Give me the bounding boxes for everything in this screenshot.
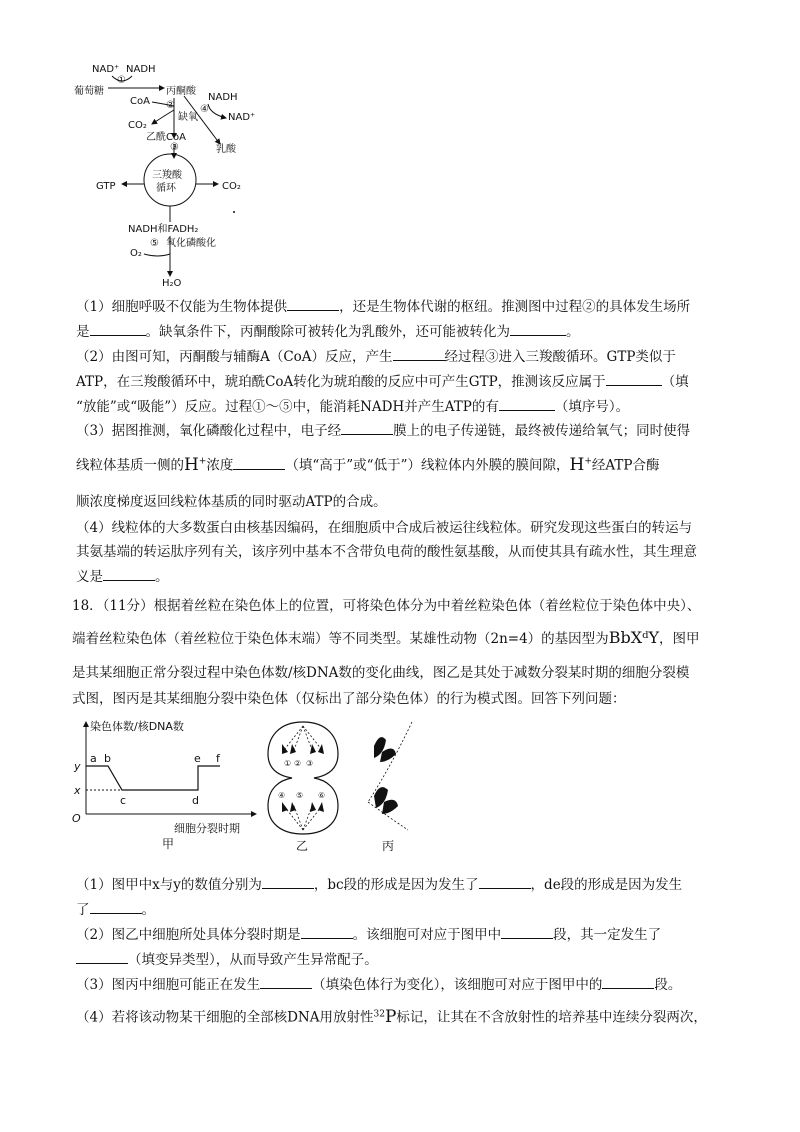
q17-p3-text-1: （3）据图推测，氧化磷酸化过程中，电子经 [76, 423, 342, 439]
caption-yi: 乙 [296, 839, 309, 852]
x-axis-label: 细胞分裂时期 [174, 822, 240, 835]
caption-bing: 丙 [382, 839, 395, 852]
y-axis-label: 染色体数/核DNA数 [90, 720, 184, 733]
step-2: ② [166, 100, 175, 111]
q18-q2-text-2: 。该细胞可对应于图甲中 [352, 927, 502, 943]
cell-num-4: ④ [278, 791, 286, 800]
q17-p3-text-7: 顺浓度梯度返回线粒体基质的同时驱动ATP的合成。 [76, 493, 387, 510]
q18-q1-text-1: （1）图甲中x与y的数值分别为 [76, 877, 262, 893]
o2-label: O₂ [130, 248, 142, 259]
q17-p4-text-1: （4）线粒体的大多数蛋白由核基因编码，在细胞质中合成后被运往线粒体。研究发现这些蛋白的转运与 [76, 520, 693, 536]
q18-q1-text-4: 了 [76, 902, 90, 918]
cell-num-2: ② [294, 759, 302, 768]
answer-blank[interactable] [606, 371, 662, 386]
q18-q1-text-3: ，de段的形成是因为发生 [530, 877, 683, 893]
q17-p2-text-6: （填序号）。 [554, 399, 630, 415]
q17-p2-text-1: （2）由图可知，丙酮酸与辅酶A（CoA）反应，产生 [76, 349, 393, 365]
q17-p2-text-5: “放能”或“吸能”）反应。过程①～⑤中，能消耗NADH并产生ATP的有 [76, 399, 499, 415]
q17-p4-text-4: 。 [155, 569, 169, 585]
q17-part4 [76, 518, 756, 587]
q17-p2-text-3: ATP，在三羧酸循环中，琥珀酰CoA转化为琥珀酸的反应中可产生GTP，推测该反应属于 [76, 374, 606, 390]
answer-blank[interactable] [76, 949, 128, 964]
tca-label-line2: 循环 [156, 183, 176, 194]
isotope-p32: $^{32}$P [373, 1006, 397, 1027]
answer-blank[interactable] [233, 455, 285, 470]
step-5: ⑤ [150, 238, 159, 249]
step-3: ③ [170, 142, 179, 153]
q17-p4-text-2: 其氨基端的转运肽序列有关，该序列中基本不含带负电荷的酸性氨基酸，从而使其具有疏水性，其生理意 [76, 544, 697, 560]
y-tick: y [74, 760, 81, 773]
q17-p3-text-4: 浓度 [206, 457, 234, 474]
answer-blank[interactable] [262, 874, 314, 889]
tca-label-line1: 三羧酸 [152, 170, 182, 181]
answer-blank[interactable] [499, 396, 555, 411]
answer-blank[interactable] [341, 420, 393, 435]
nadh-fadh2-label: NADH和FADH₂ [128, 224, 199, 235]
q17-part2 [76, 346, 756, 417]
cell-outline [268, 722, 338, 834]
point-d: d [192, 794, 199, 807]
answer-blank[interactable] [287, 296, 339, 311]
q17-p3-text-5: （填“高于”或“低于”）线粒体内外膜的膜间隙， [285, 457, 570, 474]
answer-blank[interactable] [301, 924, 353, 939]
step-4: ④ [200, 104, 209, 115]
acetyl-coa-label: 乙酰CoA [146, 132, 186, 143]
q18-q3-text-3: 段。 [654, 977, 682, 993]
q18-intro-text-4: 是其某细胞正常分裂过程中染色体数/核DNA数的变化曲线，图乙是其处于减数分裂某时期的细胞分裂模 [72, 665, 690, 681]
step-1: ① [117, 75, 126, 86]
nad-plus-label: NAD⁺ [92, 64, 120, 75]
point-a: a [90, 752, 97, 765]
point-c: c [120, 794, 127, 807]
h2o-label: H₂O [162, 278, 182, 289]
point-e: e [194, 752, 201, 765]
q17-p1-text-1: （1）细胞呼吸不仅能为生物体提供 [76, 299, 288, 315]
meiosis-cell-diagram [258, 718, 348, 852]
q18-intro-text-5: 式图，图丙是其某细胞分裂中染色体（仅标出了部分染色体）的行为模式图。回答下列问题： [72, 691, 626, 707]
q17-p1-text-3: 是 [76, 324, 90, 340]
point-f: f [216, 752, 220, 765]
answer-blank[interactable] [602, 974, 654, 989]
x-tick: x [74, 784, 81, 797]
nadh-label-2: NADH [208, 92, 238, 103]
point-b: b [104, 752, 111, 765]
chromosome-dna-ratio-graph [70, 718, 270, 850]
nadh-label-1: NADH [126, 64, 156, 75]
q18-intro-text-3: ，图甲 [659, 631, 700, 647]
answer-blank[interactable] [260, 974, 312, 989]
chromosome-behavior-diagram [360, 718, 420, 852]
coa-label: CoA [130, 96, 150, 107]
q17-p2-text-4: （填 [661, 374, 689, 390]
q17-p2-text-2: 经过程③进入三羧酸循环。GTP类似于 [444, 349, 676, 365]
q17-p3-text-2: 膜上的电子传递链，最终被传递给氧气；同时使得 [393, 423, 691, 439]
answer-blank[interactable] [103, 566, 155, 581]
q17-p1-text-5: 。 [566, 324, 580, 340]
cell-num-6: ⑥ [318, 791, 326, 800]
ratio-curve [86, 766, 220, 790]
answer-blank[interactable] [90, 899, 142, 914]
q18-intro [72, 596, 762, 709]
q18-q1-text-2: ，bc段的形成是因为发生了 [313, 877, 479, 893]
h-ion: H+ [184, 454, 207, 475]
glucose-label: 葡萄糖 [74, 86, 104, 97]
q18-q4-text-1: （4）若将该动物某干细胞的全部核DNA用放射性 [76, 1009, 374, 1026]
q18-q1-text-5: 。 [141, 902, 155, 918]
q17-part3 [76, 420, 756, 512]
answer-blank[interactable] [393, 346, 445, 361]
cell-num-5: ⑤ [296, 791, 304, 800]
lactate-label: 乳酸 [216, 144, 236, 155]
q18-q3-text-2: （填染色体行为变化），该细胞可对应于图甲中的 [312, 977, 603, 993]
q18-intro-text-2: 端着丝粒染色体（着丝粒位于染色体末端）等不同类型。某雄性动物（2n=4）的基因型为 [72, 631, 609, 647]
q18-q3-text-1: （3）图丙中细胞可能正在发生 [76, 977, 261, 993]
q17-p3-text-6: 经ATP合酶 [591, 457, 660, 474]
q17-p1-text-4: 。缺氧条件下，丙酮酸除可被转化为乳酸外，还可能被转化为 [145, 324, 510, 340]
pyruvate-label: 丙酮酸 [166, 86, 196, 97]
q18-part3 [76, 974, 756, 995]
ox-phos-label: 氧化磷酸化 [166, 238, 216, 249]
answer-blank[interactable] [501, 924, 553, 939]
q17-p3-text-3: 线粒体基质一侧的 [76, 457, 184, 474]
q18-part4 [76, 1004, 756, 1028]
answer-blank[interactable] [479, 874, 531, 889]
q17-p1-text-2: ，还是生物体代谢的枢纽。推测图中过程②的具体发生场所 [339, 299, 691, 315]
q17-part1 [76, 296, 756, 342]
q18-q4-text-2: 标记，让其在不含放射性的培养基中连续分裂两次， [396, 1009, 707, 1026]
q18-q2-text-4: （填变异类型），从而导致产生异常配子。 [128, 952, 378, 968]
q18-q2-text-1: （2）图乙中细胞所处具体分裂时期是 [76, 927, 301, 943]
anoxia-label: 缺氧 [178, 112, 198, 123]
q18-part1 [76, 874, 756, 920]
q18-q2-text-3: 段，其一定发生了 [553, 927, 662, 943]
answer-blank[interactable] [510, 321, 566, 336]
caption-jia: 甲 [162, 837, 175, 850]
answer-blank[interactable] [90, 321, 146, 336]
co2-label-1: CO₂ [128, 120, 147, 131]
origin-label: O [72, 812, 81, 825]
nad-plus-label-2: NAD⁺ [228, 112, 256, 123]
co2-label-2: CO₂ [222, 181, 241, 192]
gtp-label: GTP [96, 181, 116, 192]
cell-num-1: ① [284, 759, 292, 768]
genotype: BbXᵈY [608, 628, 660, 647]
q18-part2 [76, 924, 756, 970]
respiration-pathway-diagram [60, 58, 260, 293]
q17-p4-text-3: 义是 [76, 569, 103, 585]
q18-intro-text-1: 18．（11分）根据着丝粒在染色体上的位置，可将染色体分为中着丝粒染色体（着丝粒位于染色体中央）、 [72, 598, 701, 614]
cell-num-3: ③ [306, 759, 314, 768]
h-ion-2: H+ [569, 454, 592, 475]
